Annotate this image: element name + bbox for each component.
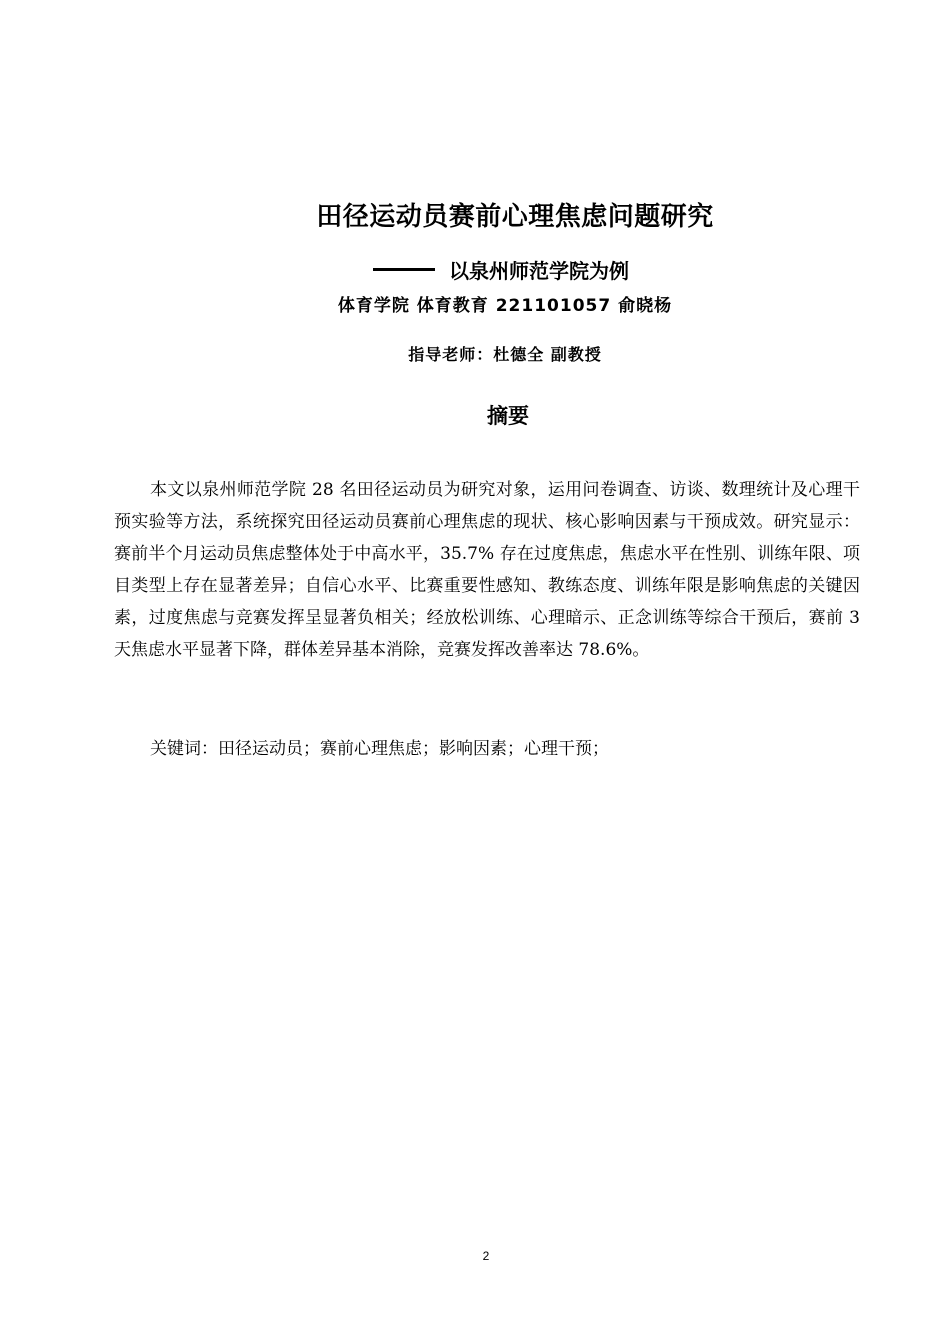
abstract-heading: 摘要 (487, 404, 529, 428)
keywords-line: 关键词：田径运动员；赛前心理焦虑；影响因素；心理干预； (150, 739, 609, 759)
author-line: 体育学院 体育教育 221101057 俞晓杨 (337, 296, 673, 316)
abstract-body: 本文以泉州师范学院 28 名田径运动员为研究对象，运用问卷调查、访谈、数理统计及心理干预实验等方法，系统探究田径运动员赛前心理焦虑的现状、核心影响因素与干预成效。研究显示：赛前半个月运动员焦虑整体处于中高水平，35.7% 存在过度焦虑，焦虑水平在性别、训练年限、项目类型上存在显著差异；自信心水平、比赛重要性感知、教练态度、训练年限是影响焦虑的关键因素，过度焦虑与竞赛发挥呈显著负相关；经放松训练、心理暗示、正念训练等综合干预后，赛前 3 天焦虑水平显著下降，群体差异基本消除，竞赛发挥改善率达 78.6%。 (114, 480, 860, 660)
subtitle-dash (373, 268, 435, 271)
paper-subtitle (373, 255, 629, 284)
subtitle-text: 以泉州师范学院为例 (449, 259, 629, 283)
advisor-line: 指导老师：杜德全 副教授 (408, 345, 602, 364)
paper-title: 田径运动员赛前心理焦虑问题研究 (316, 202, 714, 232)
page-number: 2 (482, 1249, 490, 1263)
